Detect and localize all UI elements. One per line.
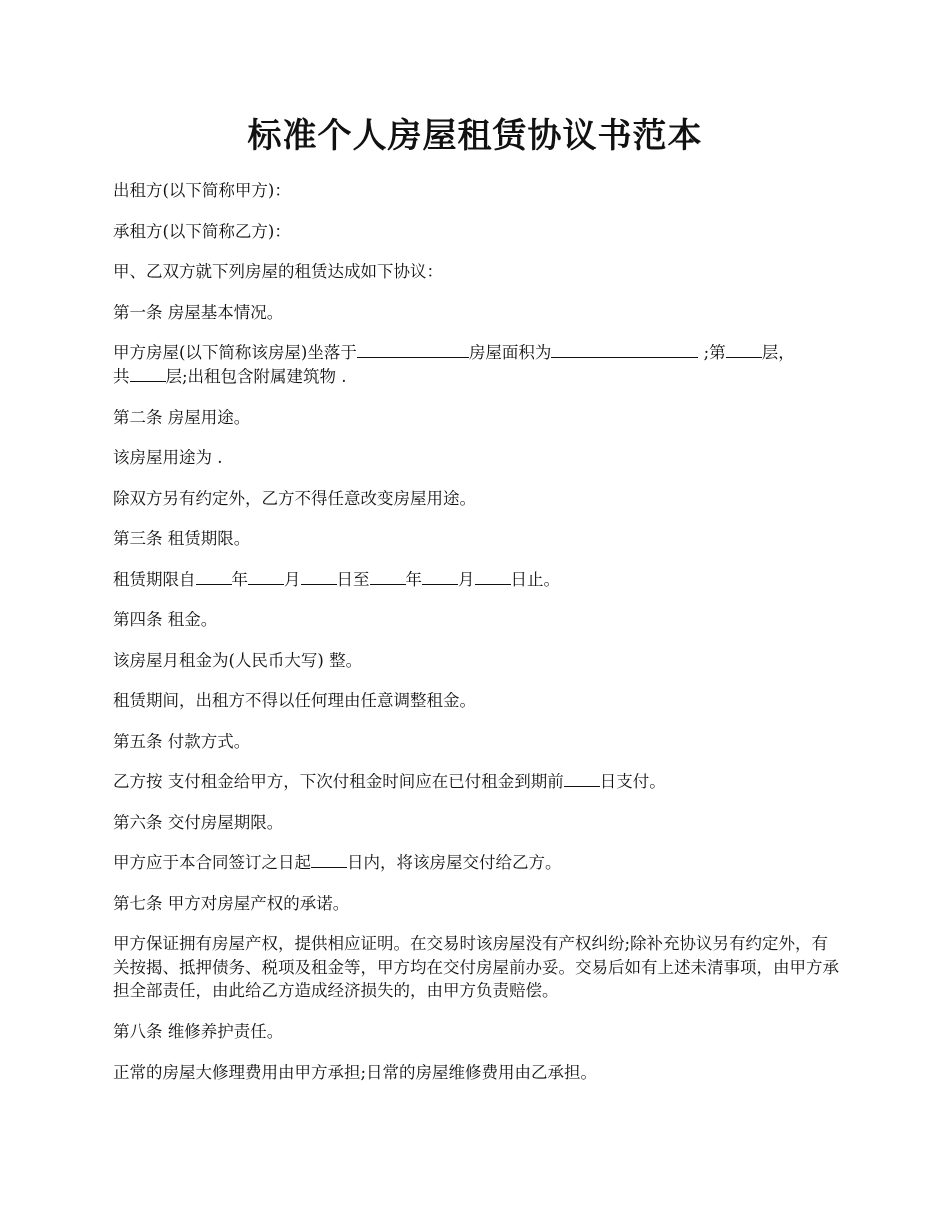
rent-amount-line: 该房屋月租金为(人民币大写) 整。	[113, 650, 363, 670]
clause-7-heading: 第七条 甲方对房屋产权的承诺。	[113, 893, 350, 913]
start-year-blank	[196, 568, 232, 585]
clause-1-text-total: 共	[113, 366, 130, 386]
lessee-line: 承租方(以下简称乙方)：	[113, 221, 291, 241]
end-day-blank	[475, 568, 511, 585]
clause-3-heading: 第三条 租赁期限。	[113, 529, 251, 548]
rent-adjust-line: 租赁期间，出租方不得以任何理由任意调整租金。	[113, 691, 476, 710]
end-year-blank	[370, 568, 406, 585]
clause-8-heading: 第八条 维修养护责任。	[113, 1022, 284, 1041]
lessor-line: 出租方(以下简称甲方)：	[113, 181, 291, 200]
clause-4-heading: 第四条 租金。	[113, 610, 218, 629]
term-text-month: 月	[284, 569, 301, 589]
start-day-blank	[301, 568, 337, 585]
clause-1-text-location: 甲方房屋(以下简称该房屋)坐落于	[113, 343, 357, 362]
term-text-month-2: 月	[458, 569, 475, 589]
clause-6-heading: 第六条 交付房屋期限。	[113, 812, 284, 832]
floor-blank	[726, 341, 762, 358]
clause-5-heading: 第五条 付款方式。	[113, 731, 251, 751]
payment-text: 乙方按 支付租金给甲方，下次付租金时间应在已付租金到期前	[113, 772, 564, 791]
usage-restriction: 除双方另有约定外，乙方不得任意改变房屋用途。	[113, 488, 476, 508]
agreement-intro: 甲、乙双方就下列房屋的租赁达成如下协议：	[113, 262, 443, 281]
clause-3-detail	[113, 568, 843, 591]
payment-days-blank	[564, 770, 600, 787]
delivery-text-end: 日内，将该房屋交付给乙方。	[347, 853, 562, 872]
term-text-year: 年	[231, 569, 248, 589]
term-text-end: 日止。	[510, 569, 560, 589]
term-text-start: 租赁期限自	[113, 569, 196, 589]
delivery-days-blank	[311, 851, 347, 868]
clause-1-detail	[113, 341, 843, 388]
document-body	[113, 179, 843, 1101]
location-blank	[357, 341, 469, 358]
document-title: 标准个人房屋租赁协议书范本	[247, 116, 703, 156]
clause-2-heading: 第二条 房屋用途。	[113, 407, 251, 427]
total-floors-blank	[130, 365, 166, 382]
delivery-text: 甲方应于本合同签订之日起	[113, 853, 311, 872]
clause-1-text-area: 房屋面积为	[468, 343, 552, 362]
clause-1-text-floor-unit: 层，	[761, 343, 795, 362]
clause-1-text-attached: 层;出租包含附属建筑物 .	[165, 366, 347, 386]
clause-1-heading: 第一条 房屋基本情况。	[113, 302, 284, 322]
term-text-year-2: 年	[405, 569, 422, 589]
clause-1-text-floor: ;第	[698, 343, 726, 362]
clause-5-detail	[113, 770, 843, 793]
term-text-to: 日至	[336, 569, 370, 589]
clause-6-detail	[113, 851, 843, 874]
clause-8-detail: 正常的房屋大修理费用由甲方承担;日常的房屋维修费用由乙承担。	[113, 1062, 598, 1082]
start-month-blank	[248, 568, 284, 585]
end-month-blank	[422, 568, 458, 585]
area-blank	[551, 341, 698, 358]
clause-7-detail: 甲方保证拥有房屋产权，提供相应证明。在交易时该房屋没有产权纠纷;除补充协议另有约定外，有关按揭、抵押债务、税项及租金等，甲方均在交付房屋前办妥。交易后如有上述未清事项，由甲方承担全部责任，由此给乙方造成经济损失的，由甲方负责赔偿。	[113, 934, 839, 1000]
usage-line: 该房屋用途为 .	[113, 448, 223, 467]
payment-text-end: 日支付。	[599, 772, 666, 791]
